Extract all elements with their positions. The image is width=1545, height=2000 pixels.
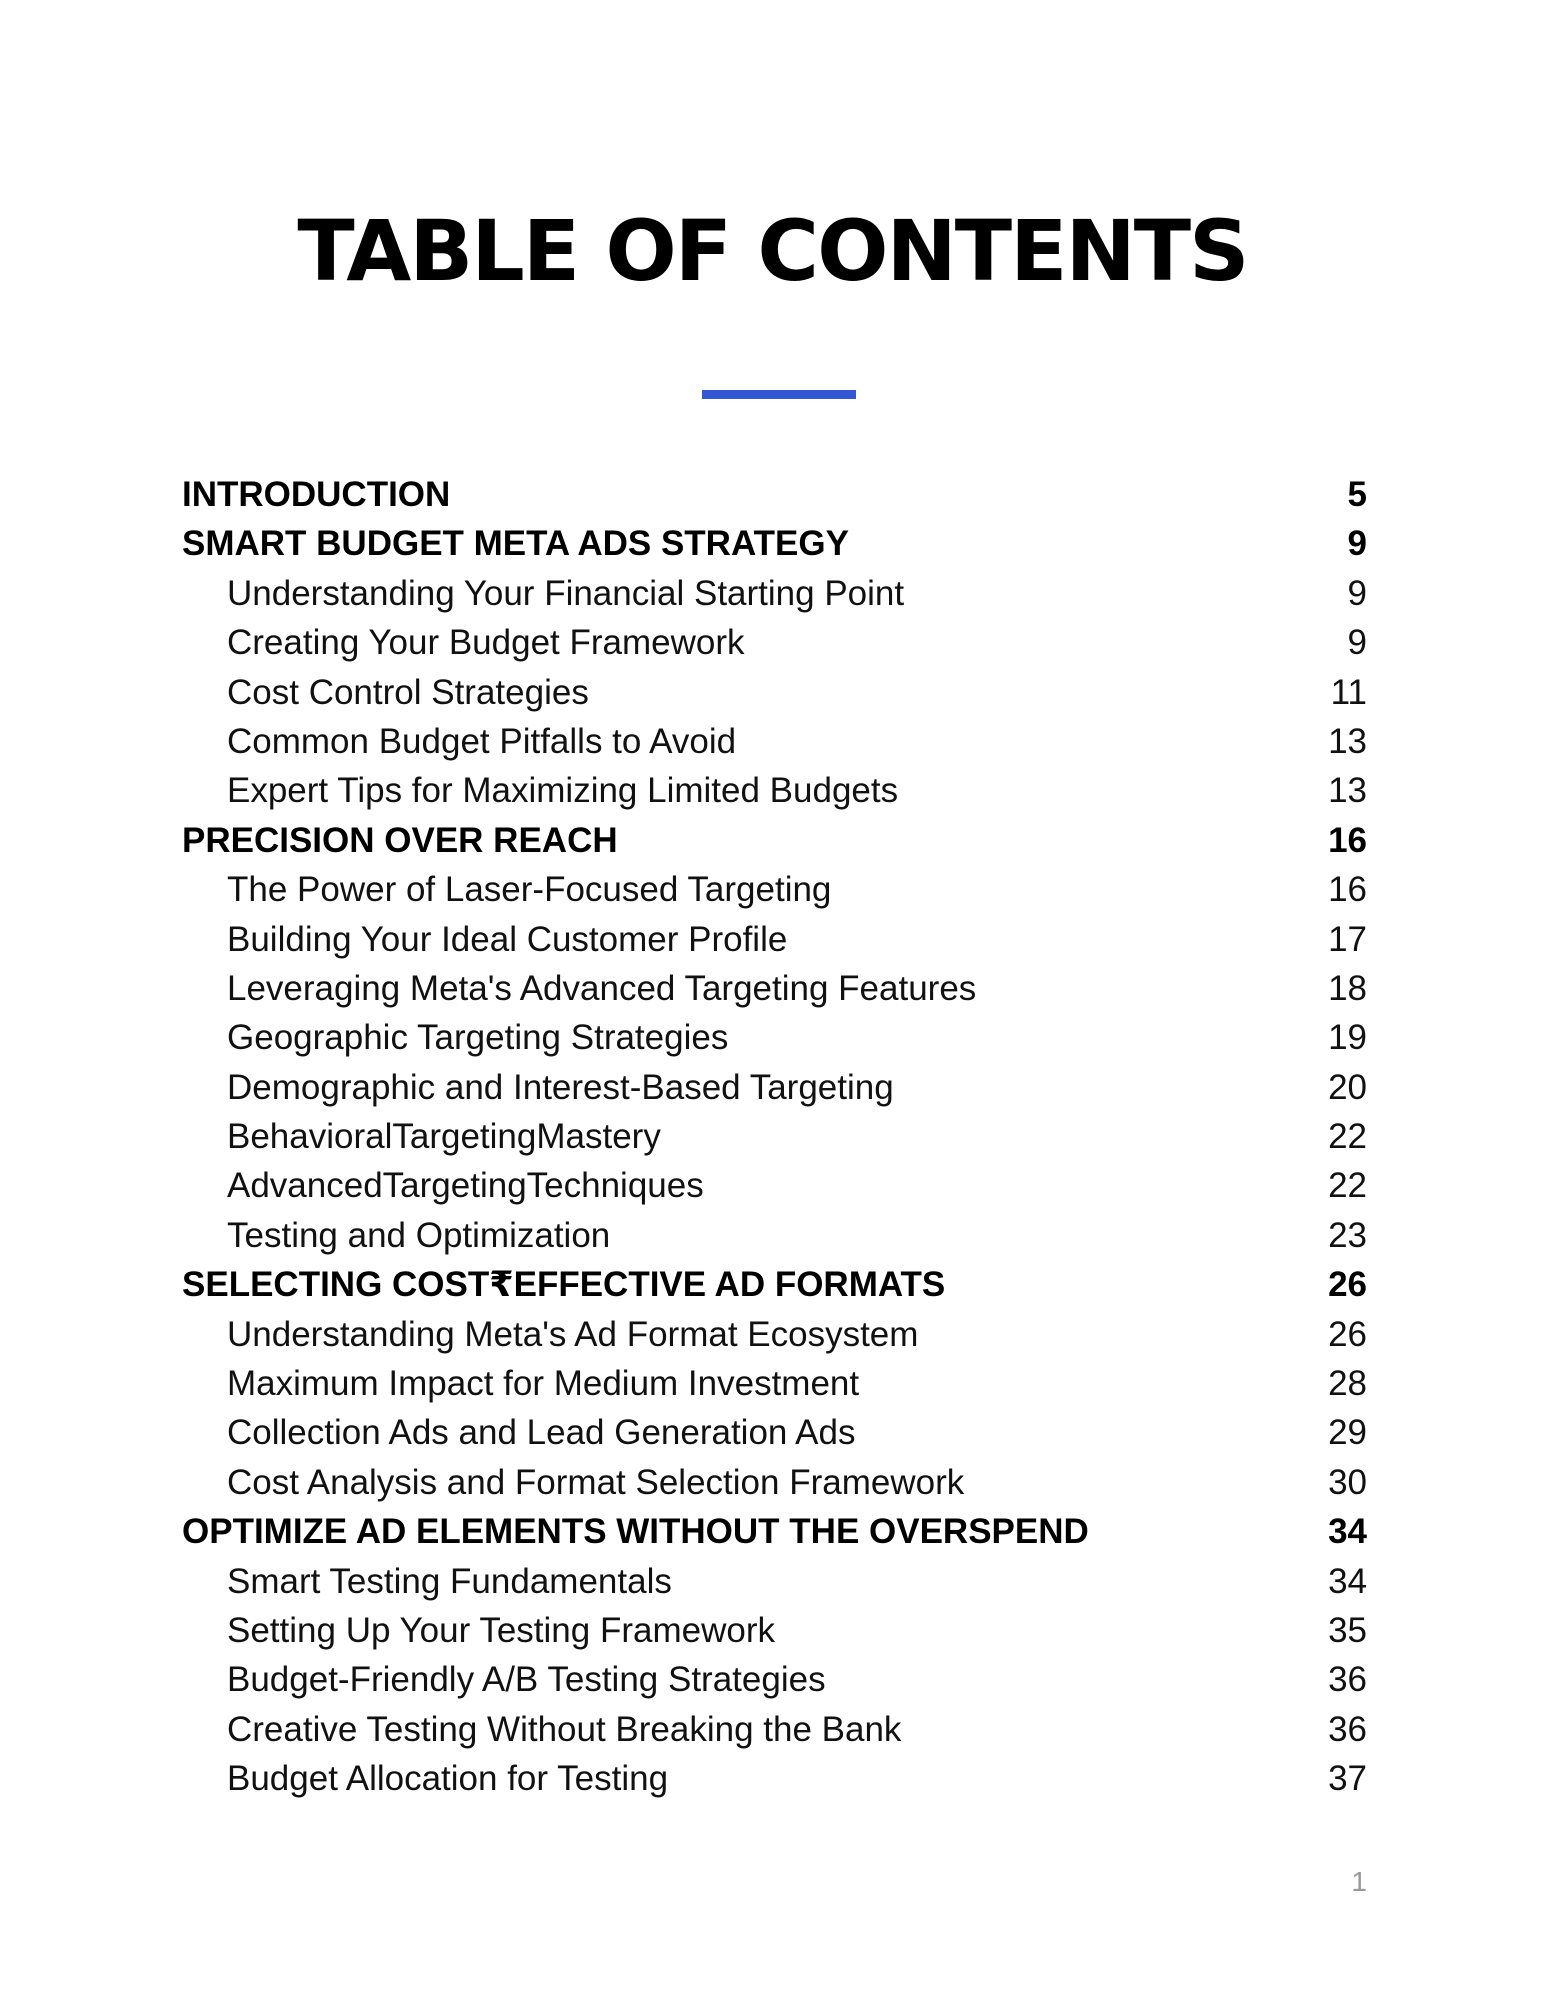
toc-entry-title: Cost Control Strategies [227,672,589,712]
toc-entry-title: BehavioralTargetingMastery [227,1117,661,1157]
toc-subsection-entry [182,1705,1367,1754]
toc-subsection-entry [182,1161,1367,1210]
toc-subsection-entry [182,1063,1367,1112]
toc-subsection-entry [182,618,1367,667]
toc-entry-title: SELECTING COST₹EFFECTIVE AD FORMATS [182,1265,946,1305]
toc-entry-page: 22 [1328,1166,1367,1206]
toc-entry-title: Building Your Ideal Customer Profile [227,919,788,959]
toc-entry-page: 26 [1328,1314,1367,1354]
toc-entry-page: 36 [1328,1660,1367,1700]
toc-entry-page: 13 [1328,771,1367,811]
toc-subsection-entry [182,1310,1367,1359]
toc-entry-title: Testing and Optimization [227,1215,611,1255]
toc-section-entry [182,1260,1367,1309]
toc-entry-title: Leveraging Meta's Advanced Targeting Features [227,968,977,1008]
toc-entry-title: Cost Analysis and Format Selection Framework [227,1462,965,1502]
toc-entry-page: 34 [1328,1561,1367,1601]
toc-entry-page: 9 [1347,623,1367,663]
toc-subsection-entry [182,865,1367,914]
toc-entry-page: 17 [1328,919,1367,959]
toc-entry-title: OPTIMIZE AD ELEMENTS WITHOUT THE OVERSPEND [182,1512,1089,1552]
toc-entry-page: 23 [1328,1215,1367,1255]
toc-entry-title: Setting Up Your Testing Framework [227,1610,775,1650]
toc-entry-page: 26 [1328,1265,1367,1305]
toc-entry-page: 11 [1330,672,1367,712]
toc-entry-title: Understanding Meta's Ad Format Ecosystem [227,1314,919,1354]
toc-subsection-entry [182,964,1367,1013]
toc-section-entry [182,470,1367,519]
toc-entry-page: 35 [1328,1610,1367,1650]
toc-subsection-entry [182,1112,1367,1161]
toc-entry-page: 9 [1347,524,1367,564]
toc-entry-title: Creative Testing Without Breaking the Bank [227,1709,902,1749]
toc-subsection-entry [182,1606,1367,1655]
page-title: TABLE OF CONTENTS [297,202,1248,300]
toc-section-entry [182,1507,1367,1556]
toc-subsection-entry [182,1408,1367,1457]
toc-subsection-entry [182,1359,1367,1408]
toc-entry-page: 22 [1328,1117,1367,1157]
toc-subsection-entry [182,1754,1367,1803]
toc-entry-title: Geographic Targeting Strategies [227,1018,729,1058]
toc-subsection-entry [182,766,1367,815]
toc-entry-page: 30 [1328,1462,1367,1502]
toc-entry-title: Budget Allocation for Testing [227,1759,669,1799]
toc-entry-title: INTRODUCTION [182,475,451,514]
toc-subsection-entry [182,1655,1367,1704]
toc-subsection-entry [182,668,1367,717]
page-number: 1 [1351,1866,1367,1897]
toc-section-entry [182,519,1367,568]
toc-entry-title: Maximum Impact for Medium Investment [227,1364,860,1404]
toc-entry-title: PRECISION OVER REACH [182,820,618,860]
toc-entry-page: 9 [1347,573,1367,613]
toc-entry-title: Common Budget Pitfalls to Avoid [227,721,737,761]
toc-subsection-entry [182,1211,1367,1260]
toc-entry-title: Demographic and Interest-Based Targeting [227,1067,894,1107]
toc-subsection-entry [182,1557,1367,1606]
toc-entry-page: 36 [1328,1709,1367,1749]
toc-entry-title: Expert Tips for Maximizing Limited Budgets [227,771,899,811]
toc-entry-page: 29 [1328,1413,1367,1453]
toc-entry-page: 16 [1328,870,1367,910]
toc-entry-title: Understanding Your Financial Starting Point [227,573,905,613]
toc-entry-page: 34 [1328,1512,1367,1552]
toc-entry-page: 20 [1328,1067,1367,1107]
toc-entry-page: 5 [1347,475,1367,514]
toc-subsection-entry [182,1458,1367,1507]
toc-subsection-entry [182,569,1367,618]
toc-entry-page: 28 [1328,1364,1367,1404]
toc-entry-page: 37 [1328,1759,1367,1799]
toc-entry-page: 13 [1328,721,1367,761]
toc-list [182,470,1367,1804]
toc-subsection-entry [182,915,1367,964]
toc-entry-page: 18 [1328,968,1367,1008]
toc-entry-page: 16 [1328,820,1367,860]
toc-subsection-entry [182,1013,1367,1062]
toc-entry-title: Smart Testing Fundamentals [227,1561,672,1601]
toc-entry-page: 19 [1328,1018,1367,1058]
toc-entry-title: Budget-Friendly A/B Testing Strategies [227,1660,826,1700]
toc-entry-title: Collection Ads and Lead Generation Ads [227,1413,856,1453]
title-underline [702,390,856,399]
toc-subsection-entry [182,717,1367,766]
toc-entry-title: SMART BUDGET META ADS STRATEGY [182,524,849,564]
toc-entry-title: AdvancedTargetingTechniques [227,1166,704,1206]
toc-entry-title: Creating Your Budget Framework [227,623,745,663]
toc-section-entry [182,816,1367,865]
toc-entry-title: The Power of Laser-Focused Targeting [227,870,832,910]
